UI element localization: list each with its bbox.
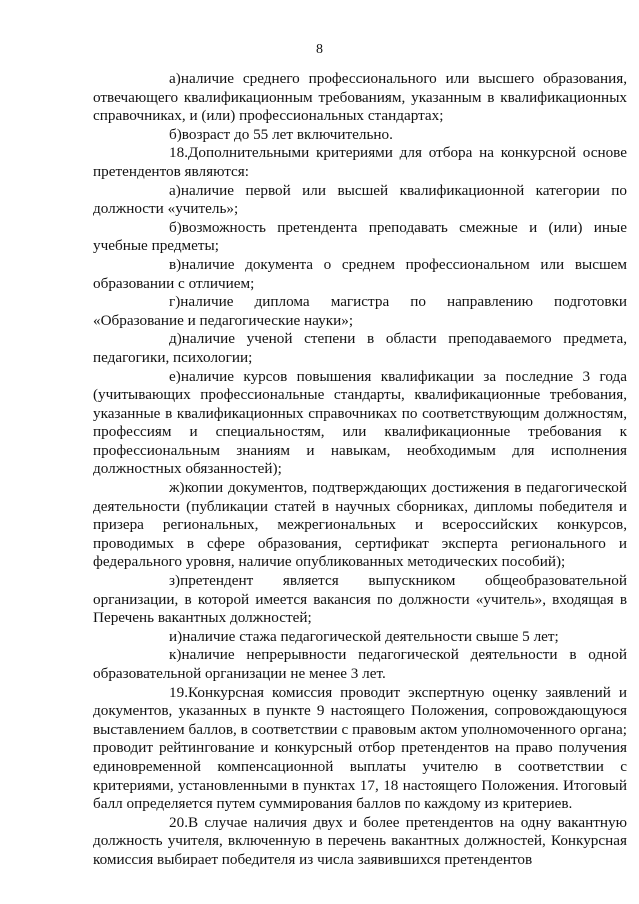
item-text: претендент является выпускником общеобразовательной организации, в которой имеется вакансия по должности «учитель», входящая в Перечень вакантных должностей;: [93, 572, 627, 627]
item-text: наличие непрерывности педагогической деятельности в одной образовательной организации не менее 3 лет.: [93, 646, 627, 682]
item-marker: г): [169, 293, 181, 311]
list-item-zh-achievements: [93, 479, 627, 572]
clause-18: [93, 144, 627, 181]
item-text: наличие первой или высшей квалификационной категории по должности «учитель»;: [93, 181, 627, 218]
clause-number: 18.: [169, 144, 188, 162]
item-marker: а): [169, 70, 181, 87]
item-text: наличие документа о среднем профессиональном или высшем образовании с отличием;: [93, 255, 627, 292]
item-marker: б): [169, 218, 182, 236]
item-text: наличие диплома магистра по направлению подготовки «Образование и педагогические науки»;: [93, 293, 627, 329]
item-marker: б): [169, 125, 182, 143]
item-marker: и): [169, 627, 183, 645]
clause-text: В случае наличия двух и более претендентов на одну вакантную должность учителя, включенную в перечень вакантных должностей, Конкурсная комиссия выбирает победителя из числа заявившихся претендентов: [93, 813, 627, 868]
item-text: наличие среднего профессионального или высшего образования, отвечающего квалификационным требованиям, указанным в квалификационных справочниках, и (или) профессиональных стандартах;: [93, 70, 627, 125]
list-item-k-continuity: [93, 646, 627, 683]
clause-text: Конкурсная комиссия проводит экспертную оценку заявлений и документов, указанных в пункте 9 настоящего Положения, сопровождающуюся выставлением баллов, в соответствии с правовым актом уполномоченного органа; проводит рейтингование и конкурсный отбор претендентов на право получения единовременной компенсационной выплаты учителю в соответствии с критериями, установленными в пунктах 17, 18 настоящего Положения. Итоговый балл определяется путем суммирования баллов по каждому из критериев.: [93, 683, 627, 813]
list-item-a-education: [93, 70, 627, 126]
list-item-z-graduate: [93, 572, 627, 628]
item-text: наличие стажа педагогической деятельности свыше 5 лет;: [182, 627, 559, 645]
item-marker: в): [169, 255, 182, 273]
clause-text: Дополнительными критериями для отбора на конкурсной основе претендентов являются:: [93, 144, 627, 180]
item-marker: ж): [169, 479, 185, 497]
list-item-i-experience: [93, 628, 627, 647]
clause-19: [93, 684, 627, 814]
item-marker: д): [169, 330, 182, 348]
document-body: [93, 70, 627, 870]
clause-20: [93, 814, 627, 870]
item-text: возможность претендента преподавать смежные и (или) иные учебные предметы;: [93, 218, 627, 255]
clause-number: 19.: [169, 683, 188, 701]
item-marker: а): [169, 181, 181, 199]
list-item-a-category: [93, 182, 627, 219]
list-item-d-degree: [93, 330, 627, 367]
page-number: 8: [316, 42, 323, 57]
clause-number: 20.: [169, 813, 188, 831]
item-marker: з): [169, 572, 181, 590]
item-text: наличие ученой степени в области преподаваемого предмета, педагогики, психологии;: [93, 330, 627, 366]
list-item-e-courses: [93, 368, 627, 480]
item-marker: е): [169, 367, 181, 385]
list-item-b-subjects: [93, 219, 627, 256]
list-item-g-master: [93, 293, 627, 330]
item-marker: к): [169, 646, 182, 664]
item-text: наличие курсов повышения квалификации за последние 3 года (учитывающих профессиональные стандарты, квалификационные требования, указанные в квалификационных справочниках по соответствующим должностям, профессиям и специальностям, или квалификационные требования к профессиональным знаниям и навыкам, необходимым для исполнения должностных обязанностей);: [93, 367, 627, 478]
item-text: копии документов, подтверждающих достижения в педагогической деятельности (публикации статей в научных сборниках, дипломы победителя и призера региональных, межрегиональных и всероссийских конкурсов, проводимых в сфере образования, сертификат эксперта регионального и федерального уровня, наличие опубликованных методических пособий);: [93, 479, 627, 571]
list-item-v-honors: [93, 256, 627, 293]
item-text: возраст до 55 лет включительно.: [181, 125, 393, 143]
list-item-b-age: [93, 126, 627, 145]
